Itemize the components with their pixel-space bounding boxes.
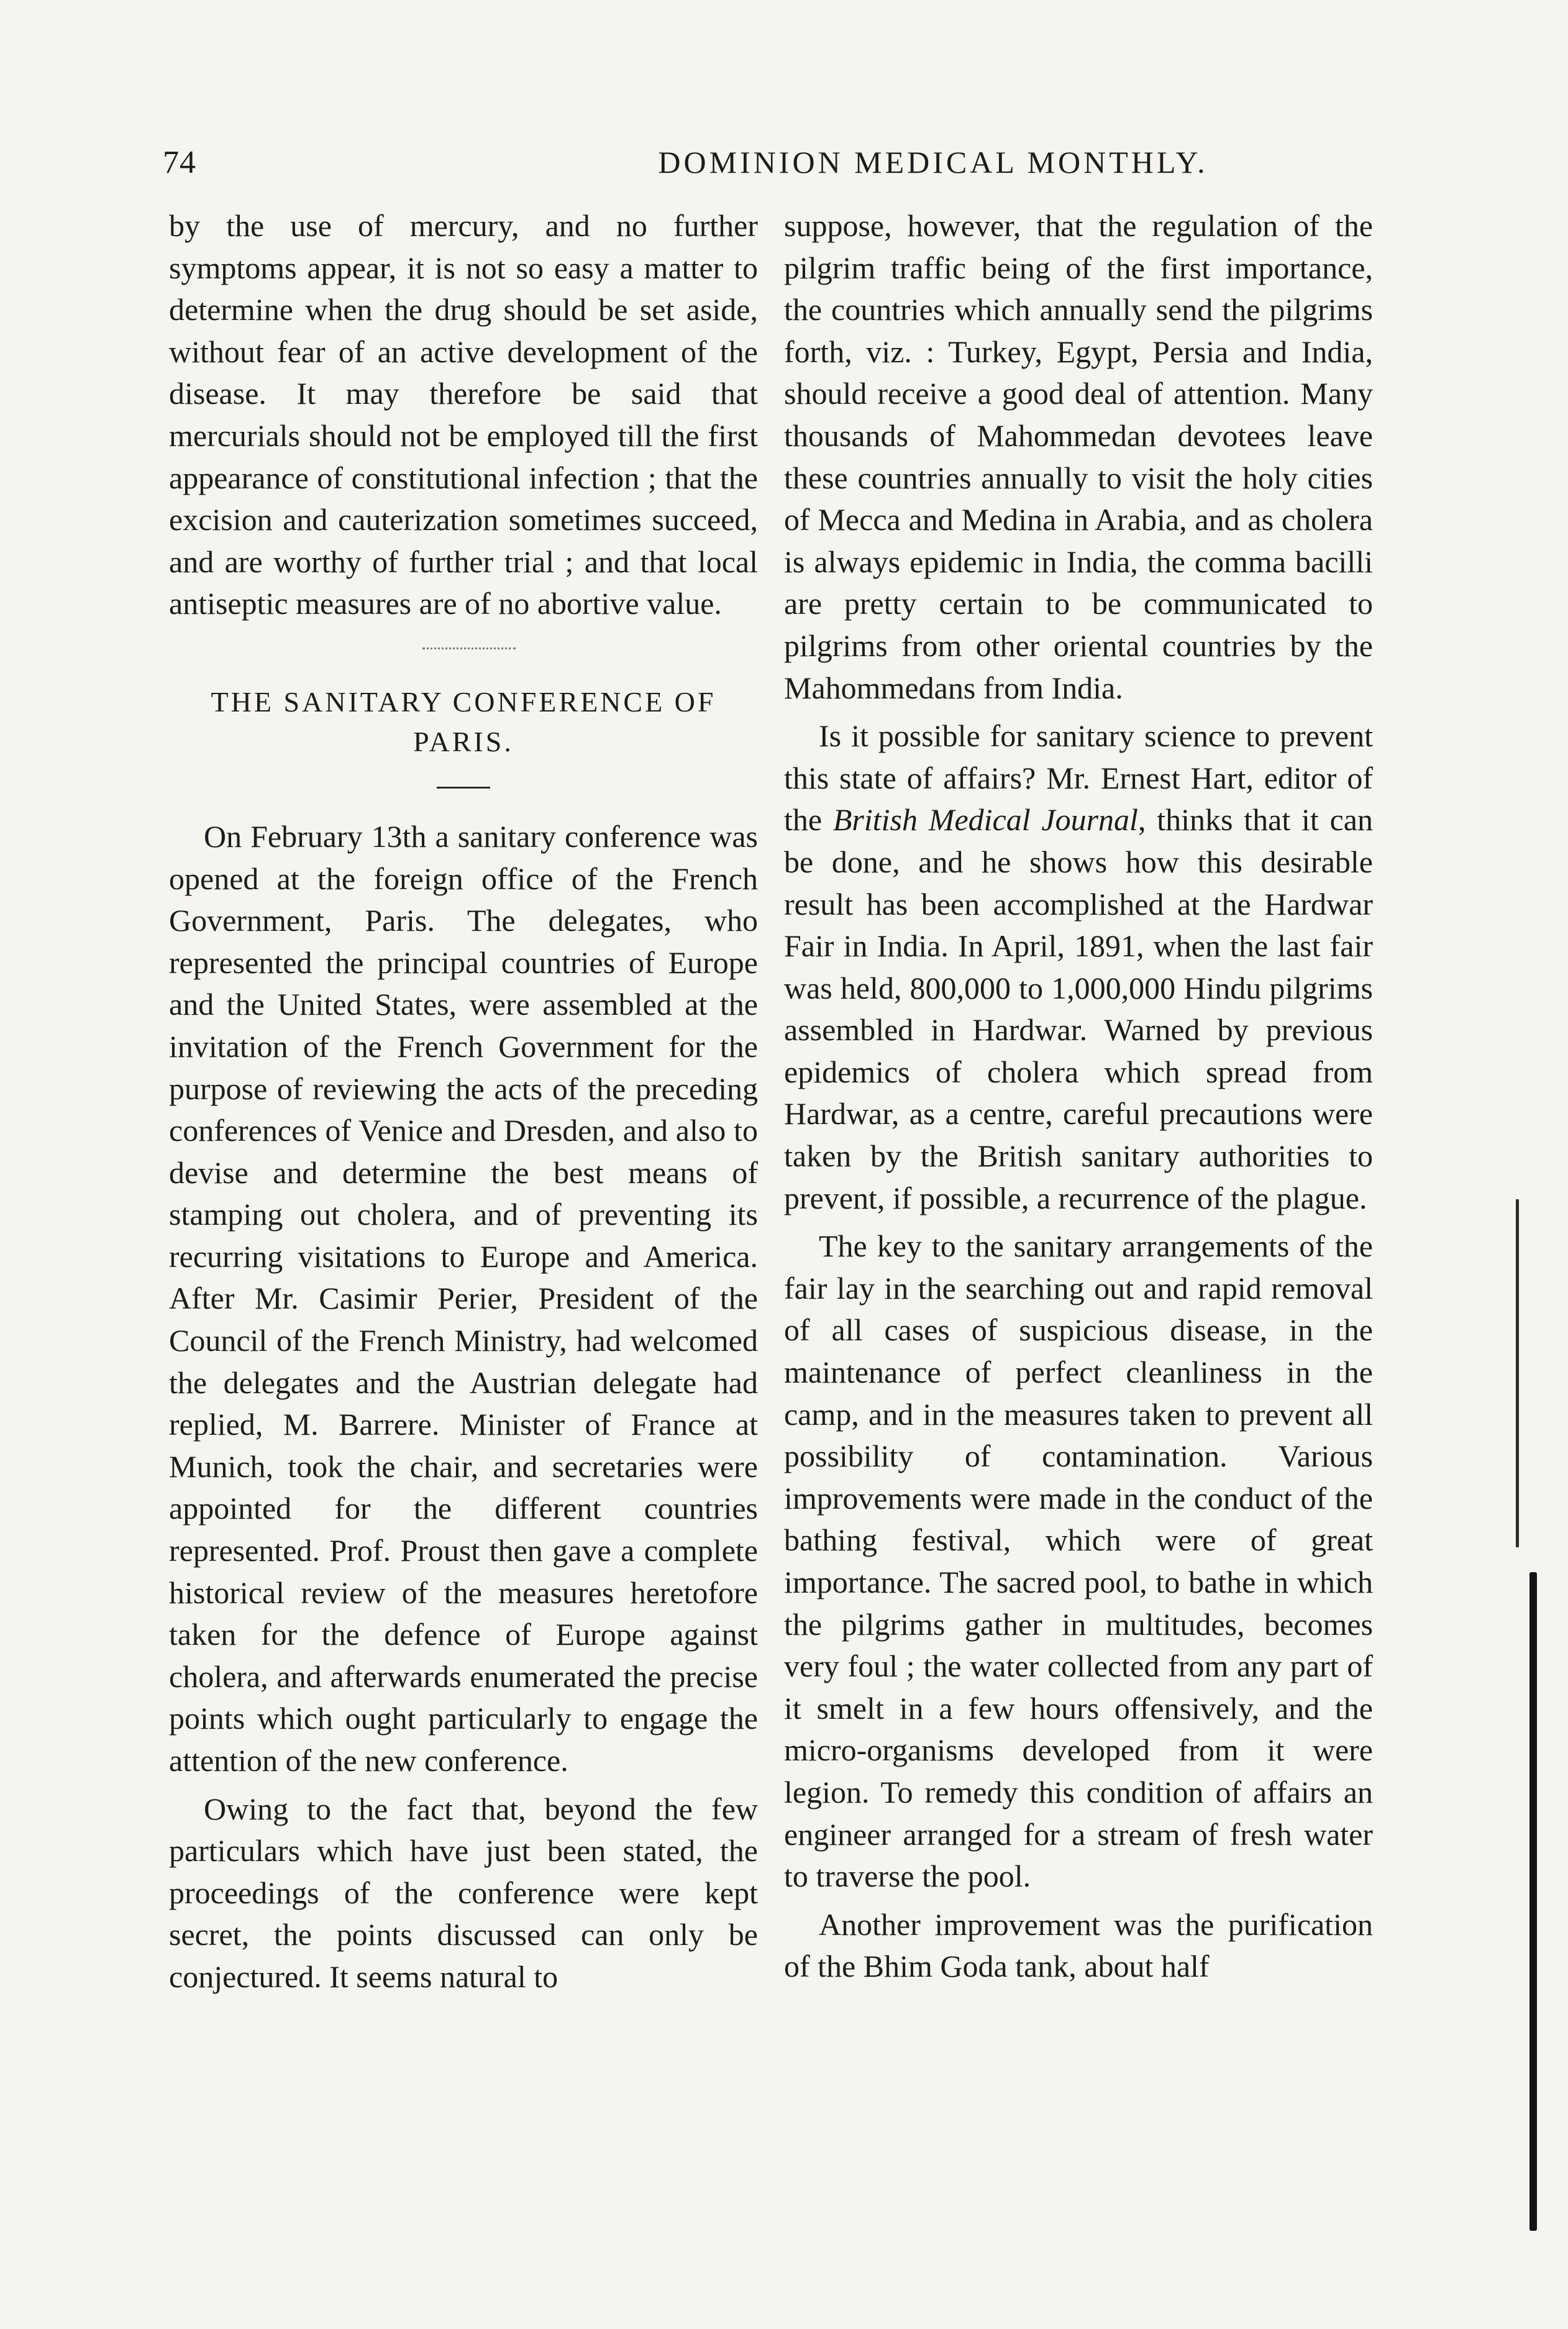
left-column [169, 205, 758, 1998]
left-paragraph-2: On February 13th a sanitary conference was opened at the foreign office of the French Government, Paris. The delegates, who represented the principal countries of Europe and the United States, were assembled at the invitation of the French Government for the purpose of reviewing the acts of the preceding conferences of Venice and Dresden, and also to devise and determine the best means of stamping out cholera, and of preventing its recurring visitations to Europe and America. After Mr. Casimir Perier, President of the Council of the French Ministry, had welcomed the delegates and the Austrian delegate had replied, M. Barrere. Minister of France at Munich, took the chair, and secretaries were appointed for the different countries represented. Prof. Proust then gave a complete historical review of the measures heretofore taken for the defence of Europe against cholera, and afterwards enumerated the precise points which ought particularly to engage the attention of the new conference. [169, 818, 758, 1778]
scan-margin-bar [1529, 1572, 1537, 2231]
dotted-divider [169, 625, 758, 669]
right-column [784, 205, 1373, 1988]
right-paragraph-2-start: Is it possible for sanitary science to prevent this state of affairs? Mr. Ernest Hart, editor of the [784, 718, 1373, 838]
running-head [163, 144, 1418, 188]
page-number: 74 [163, 145, 196, 180]
right-paragraph-2-end: , thinks that it can be done, and he shows how this desirable result has been accomplished at the Hardwar Fair in India. In April, 1891, when the last fair was held, 800,000 to 1,000,000 Hindu pilgrims assembled in Hardwar. Warned by previous epidemics of cholera which spread from Hardwar, as a centre, careful precautions were taken by the British sanitary authorities to prevent, if possible, a recurrence of the plague. [784, 802, 1373, 1215]
title-rule [437, 787, 490, 789]
scan-margin-line [1516, 1199, 1519, 1547]
journal-title: DOMINION MEDICAL MONTHLY. [658, 145, 1208, 180]
journal-name-italic: British Medical Journal [832, 802, 1138, 838]
right-paragraph-1: suppose, however, that the regulation of the pilgrim traffic being of the first importance, the countries which annually send the pilgrims forth, viz. : Turkey, Egypt, Persia and India, should receive a good deal of attention. Many thousands of Mahommedan devotees leave these countries annually to visit the holy cities of Mecca and Medina in Arabia, and as cholera is always epidemic in India, the comma bacilli are pretty certain to be communicated to pilgrims from other oriental countries by the Mahommedans from India. [784, 208, 1373, 705]
left-paragraph-1: by the use of mercury, and no further symptoms appear, it is not so easy a matter to determine when the drug should be set aside, without fear of an active development of the disease. It may therefore be said that mercurials should not be employed till the first appearance of constitutional infection ; that the excision and cauterization sometimes succeed, and are worthy of further trial ; and that local antiseptic measures are of no abortive value. [169, 208, 758, 621]
right-paragraph-3: The key to the sanitary arrangements of the fair lay in the searching out and rapid removal of all cases of suspicious disease, in the maintenance of perfect cleanliness in the camp, and in the measures taken to prevent all possibility of contamination. Various improvements were made in the conduct of the bathing festival, which were of great importance. The sacred pool, to bathe in which the pilgrims gather in multitudes, becomes very foul ; the water collected from any part of it smelt in a few hours offensively, and the micro-organisms developed from it were legion. To remedy this condition of affairs an engineer arranged for a stream of fresh water to traverse the pool. [784, 1229, 1373, 1894]
right-paragraph-2 [784, 715, 1373, 1219]
left-paragraph-3: Owing to the fact that, beyond the few particulars which have just been stated, the proceedings of the conference were kept secret, the points discussed can only be conjectured. It seems natural to [169, 1791, 758, 1994]
section-title: THE SANITARY CONFERENCE OF PARIS. [211, 685, 716, 757]
right-paragraph-4: Another improvement was the purification of the Bhim Goda tank, about half [784, 1906, 1373, 1984]
